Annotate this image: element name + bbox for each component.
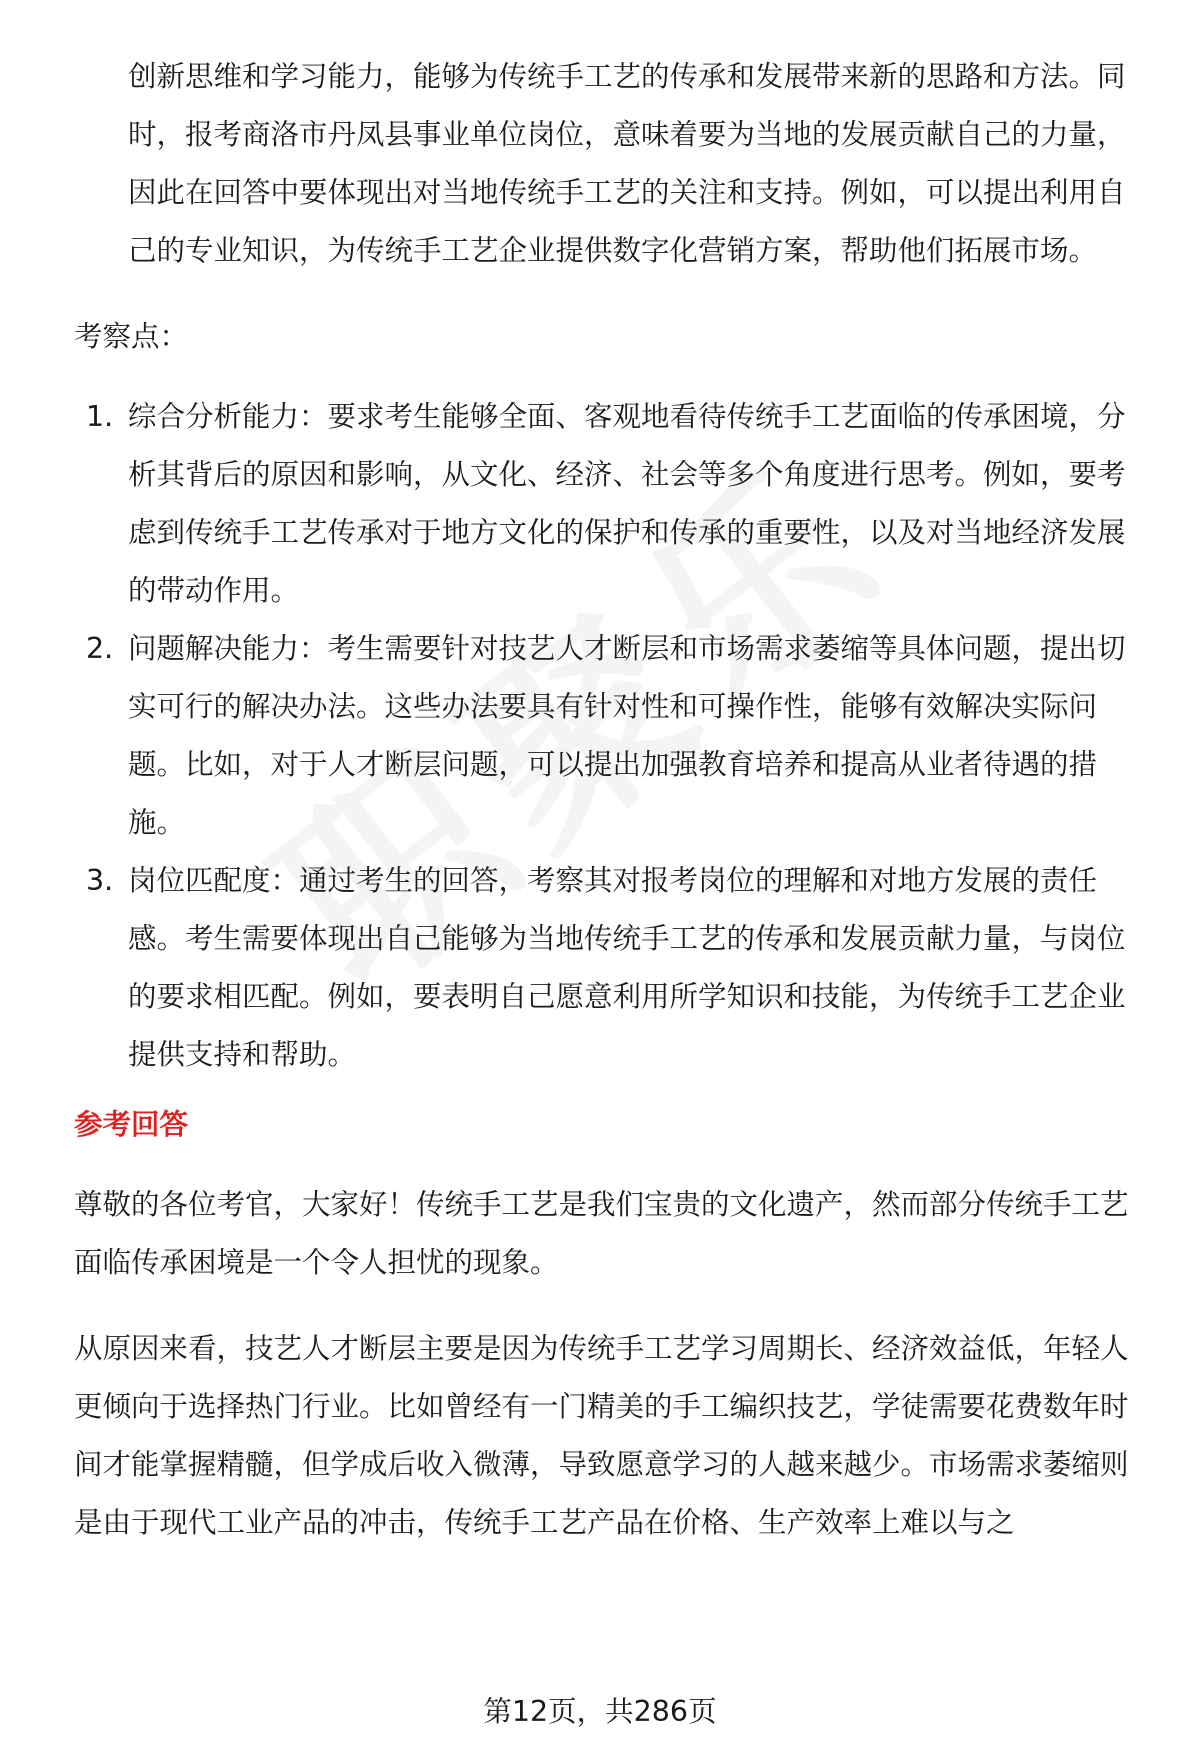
exam-points-list xyxy=(74,388,1144,1084)
list-item xyxy=(74,852,1144,1084)
list-item xyxy=(74,388,1144,620)
list-item-number: 3. xyxy=(86,864,114,897)
page-number-footer: 第12页，共286页 xyxy=(483,1695,717,1728)
reference-answer-paragraph: 尊敬的各位考官，大家好！传统手工艺是我们宝贵的文化遗产，然而部分传统手工艺面临传承困境是一个令人担忧的现象。 xyxy=(74,1188,1129,1279)
list-item-text: 综合分析能力：要求考生能够全面、客观地看待传统手工艺面临的传承困境，分析其背后的原因和影响，从文化、经济、社会等多个角度进行思考。例如，要考虑到传统手工艺传承对于地方文化的保护和传承的重要性，以及对当地经济发展的带动作用。 xyxy=(128,400,1126,607)
reference-answer-paragraph: 从原因来看，技艺人才断层主要是因为传统手工艺学习周期长、经济效益低，年轻人更倾向于选择热门行业。比如曾经有一门精美的手工编织技艺，学徒需要花费数年时间才能掌握精髓，但学成后收入微薄，导致愿意学习的人越来越少。市场需求萎缩则是由于现代工业产品的冲击，传统手工艺产品在价格、生产效率上难以与之 xyxy=(74,1332,1129,1539)
list-item xyxy=(74,620,1144,852)
reference-answer-heading: 参考回答 xyxy=(74,1108,189,1141)
list-item-text: 岗位匹配度：通过考生的回答，考察其对报考岗位的理解和对地方发展的责任感。考生需要体现出自己能够为当地传统手工艺的传承和发展贡献力量，与岗位的要求相匹配。例如，要表明自己愿意利用所学知识和技能，为传统手工艺企业提供支持和帮助。 xyxy=(128,864,1126,1071)
page-content xyxy=(74,48,1144,1552)
list-item-number: 2. xyxy=(86,632,114,665)
list-item-number: 1. xyxy=(86,400,114,433)
exam-points-label: 考察点： xyxy=(74,320,189,353)
intro-continuation-paragraph: 创新思维和学习能力，能够为传统手工艺的传承和发展带来新的思路和方法。同时，报考商洛市丹凤县事业单位岗位，意味着要为当地的发展贡献自己的力量，因此在回答中要体现出对当地传统手工艺的关注和支持。例如，可以提出利用自己的专业知识，为传统手工艺企业提供数字化营销方案，帮助他们拓展市场。 xyxy=(128,60,1126,267)
list-item-text: 问题解决能力：考生需要针对技艺人才断层和市场需求萎缩等具体问题，提出切实可行的解决办法。这些办法要具有针对性和可操作性，能够有效解决实际问题。比如，对于人才断层问题，可以提出加强教育培养和提高从业者待遇的措施。 xyxy=(128,632,1126,839)
